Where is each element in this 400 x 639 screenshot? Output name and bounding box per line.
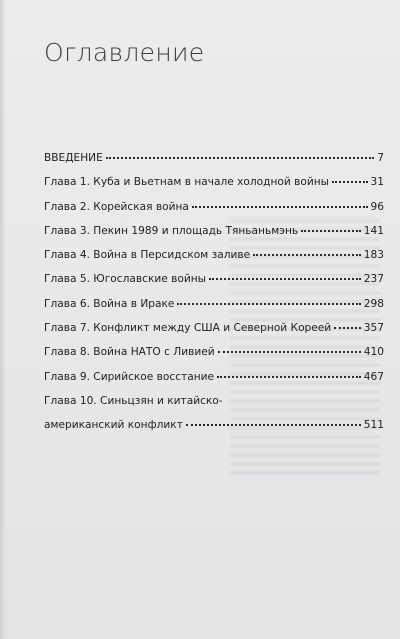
toc-entry-title-line-1: Глава 10. Синьцзян и китайско- [44,394,223,407]
table-of-contents [44,152,384,444]
toc-entry-chapter-2 [44,201,384,225]
toc-entry-chapter-10 [44,395,384,444]
toc-entry-chapter-7 [44,322,384,346]
toc-entry-title-line-2-row [44,419,384,443]
dot-leader [177,302,360,305]
page-edge-shadow [0,0,6,639]
dot-leader [209,277,361,280]
dot-leader [218,350,361,353]
toc-entry-title: Глава 6. Война в Ираке [44,297,175,310]
dot-leader [301,229,361,232]
toc-entry-chapter-1 [44,176,384,200]
page-heading: Оглавление [44,38,205,67]
toc-entry-title: Глава 5. Югославские войны [44,273,207,286]
toc-entry-chapter-9 [44,371,384,395]
dot-leader [253,253,361,256]
toc-entry-page: 141 [363,224,384,237]
dot-leader [217,375,361,378]
toc-entry-page: 183 [363,249,384,262]
toc-entry-title-line-2: американский конфликт [44,419,183,432]
toc-entry-title: Глава 2. Корейская война [44,200,189,213]
toc-entry-chapter-8 [44,346,384,370]
toc-entry-title: Глава 9. Сирийское восстание [44,370,215,383]
toc-entry-page: 410 [363,346,384,359]
toc-entry-title: Глава 1. Куба и Вьетнам в начале холодной войны [44,176,330,189]
toc-entry-page: 298 [363,297,384,310]
toc-entry-page: 96 [370,200,384,213]
toc-entry-page: 511 [363,419,384,432]
dot-leader [332,180,367,183]
toc-entry-page: 357 [363,322,384,335]
toc-entry-chapter-6 [44,298,384,322]
toc-entry-page: 237 [363,273,384,286]
toc-entry-title: Глава 4. Война в Персидском заливе [44,249,251,262]
toc-entry-page: 31 [370,176,384,189]
toc-entry-chapter-4 [44,249,384,273]
dot-leader [106,156,374,159]
toc-entry-introduction [44,152,384,176]
dot-leader [334,326,361,329]
toc-entry-page: 467 [363,370,384,383]
dot-leader [192,205,368,208]
toc-entry-chapter-3 [44,225,384,249]
toc-entry-title: ВВЕДЕНИЕ [44,152,103,164]
toc-entry-title: Глава 3. Пекин 1989 и площадь Тяньаньмэнь [44,224,299,237]
toc-entry-title: Глава 8. Война НАТО с Ливией [44,346,215,359]
toc-entry-chapter-5 [44,273,384,297]
dot-leader [186,423,361,426]
toc-entry-page: 7 [377,152,384,164]
toc-entry-title: Глава 7. Конфликт между США и Северной Кореей [44,322,332,335]
